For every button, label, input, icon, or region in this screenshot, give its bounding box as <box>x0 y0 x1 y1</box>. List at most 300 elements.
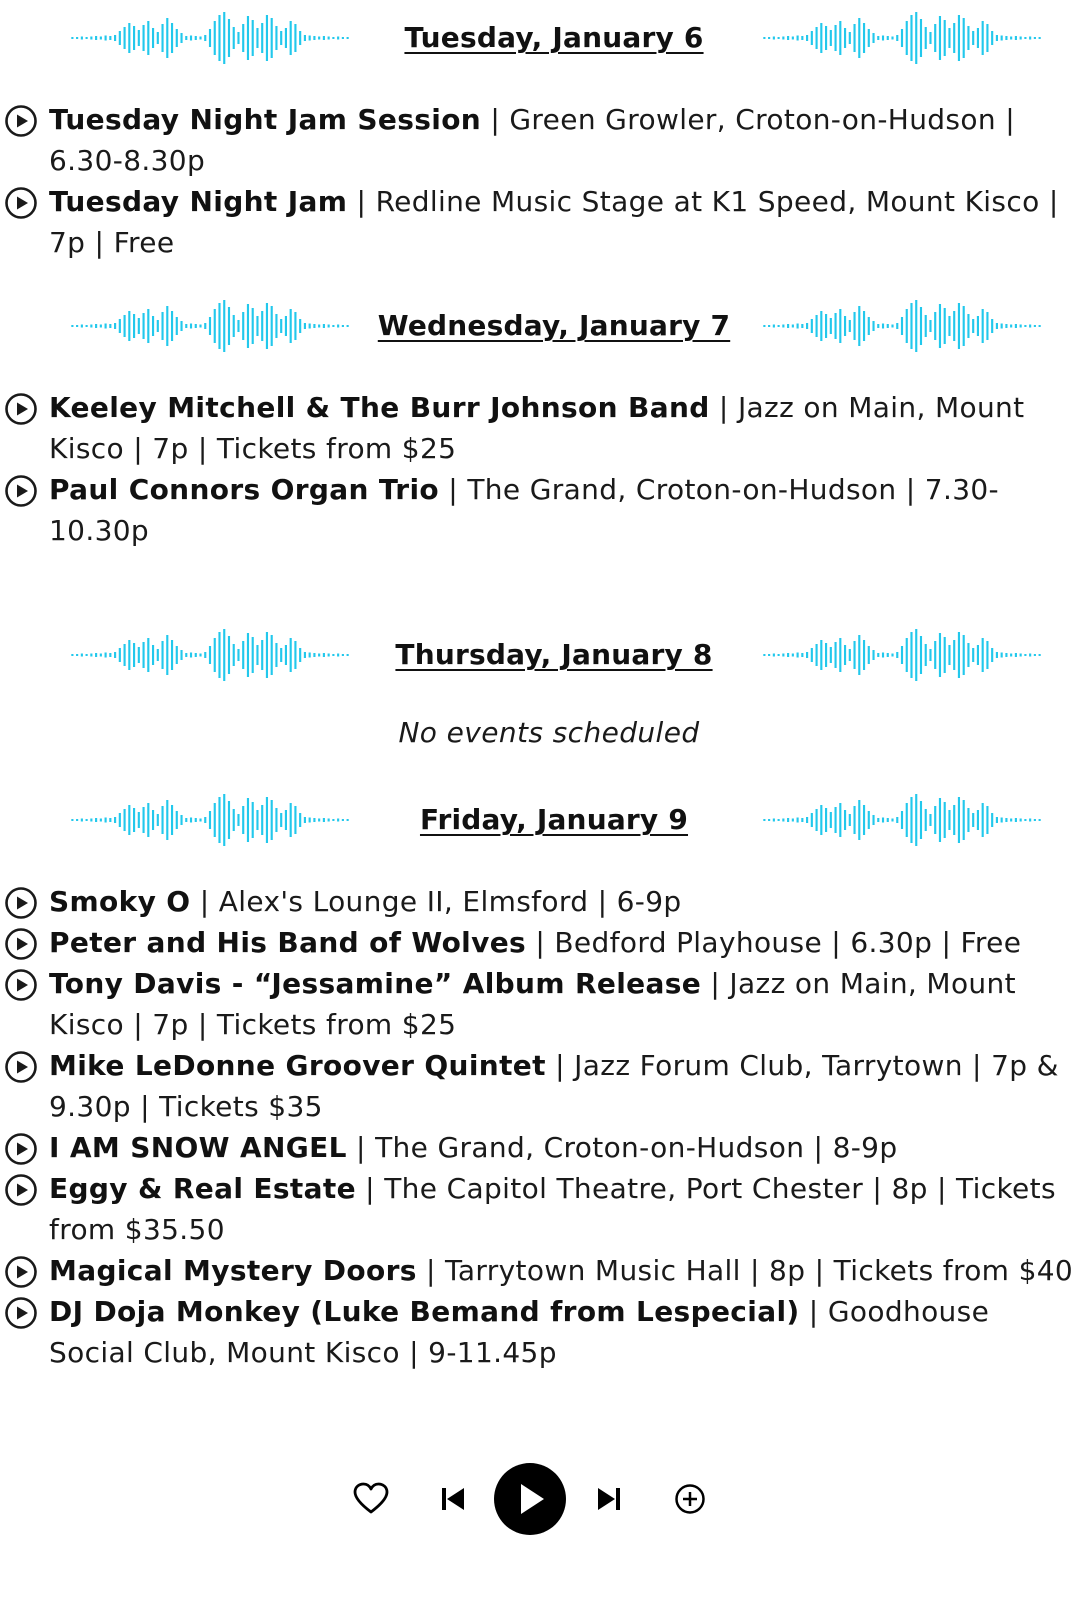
event-name[interactable]: Tuesday Night Jam Session <box>49 103 482 136</box>
wave-bar <box>1024 819 1026 821</box>
wave-bar <box>953 640 955 670</box>
wave-bar <box>782 654 784 657</box>
wave-bar <box>896 323 898 329</box>
wave-bar <box>963 635 965 675</box>
play-circle-icon[interactable] <box>4 886 38 920</box>
event-details: Jazz Forum Club, Tarrytown | 7p & 9.30p | Tickets $35 <box>49 1049 1059 1123</box>
wave-bar <box>199 325 201 328</box>
wave-bar <box>1039 37 1041 39</box>
wave-bar <box>972 319 974 333</box>
wave-bar <box>180 815 182 825</box>
wave-bar <box>939 304 941 348</box>
wave-bar <box>161 806 163 834</box>
play-circle-icon[interactable] <box>4 1296 38 1330</box>
wave-bar <box>95 36 97 40</box>
add-circle-icon[interactable] <box>674 1483 706 1515</box>
wave-bar <box>124 27 126 49</box>
wave-bar <box>797 818 799 823</box>
wave-bar <box>858 18 860 58</box>
event-details: The Capitol Theatre, Port Chester | 8p | Tickets from $35.50 <box>49 1172 1056 1246</box>
event-details: Tarrytown Music Hall | 8p | Tickets from $40 <box>445 1254 1074 1287</box>
list-item[interactable]: Eggy & Real Estate | The Capitol Theatre, Port Chester | 8p | Tickets from $35.50 <box>4 1168 1074 1250</box>
wave-bar <box>778 325 780 327</box>
wave-bar <box>185 36 187 40</box>
wave-bar <box>944 20 946 56</box>
wave-bar <box>1029 325 1031 328</box>
wave-bar <box>105 36 107 41</box>
wave-bar <box>925 27 927 49</box>
list-item[interactable]: Paul Connors Organ Trio | The Grand, Croton-on-Hudson | 7.30-10.30p <box>4 469 1074 551</box>
wave-bar <box>910 797 912 843</box>
wave-bar <box>768 819 770 821</box>
player-controls <box>0 1462 1080 1536</box>
wave-bar <box>910 632 912 678</box>
wave-bar <box>294 641 296 669</box>
wave-bar <box>839 309 841 343</box>
wave-bar <box>872 321 874 331</box>
wave-bar <box>86 654 88 656</box>
event-name[interactable]: Eggy & Real Estate <box>49 1172 356 1205</box>
wave-bar <box>1039 819 1041 821</box>
wave-bar <box>782 37 784 40</box>
wave-bar <box>233 27 235 49</box>
wave-bar <box>958 15 960 61</box>
wave-bar <box>242 641 244 669</box>
wave-bar <box>332 325 334 327</box>
wave-bar <box>299 319 301 333</box>
wave-bar <box>834 25 836 51</box>
play-circle-icon[interactable] <box>4 1132 38 1166</box>
wave-bar <box>161 312 163 340</box>
list-item[interactable]: Mike LeDonne Groover Quintet | Jazz Forum Club, Tarrytown | 7p & 9.30p | Tickets $35 <box>4 1045 1074 1127</box>
event-details: Green Growler, Croton-on-Hudson | 6.30-8.30p <box>49 103 1015 177</box>
wave-bar <box>868 811 870 829</box>
wave-bar <box>328 325 330 328</box>
play-circle-icon[interactable] <box>4 927 38 961</box>
wave-bar <box>275 26 277 50</box>
wave-bar <box>337 654 339 657</box>
wave-bar <box>152 810 154 830</box>
wave-bar <box>1015 818 1017 822</box>
wave-bar <box>81 325 83 328</box>
wave-bar <box>887 653 889 657</box>
wave-bar <box>825 314 827 338</box>
day-header-thursday <box>0 625 1080 685</box>
wave-bar <box>166 635 168 675</box>
wave-bar <box>209 646 211 664</box>
wave-bar <box>977 316 979 336</box>
wave-bar <box>142 313 144 339</box>
wave-bar <box>342 819 344 821</box>
wave-bar <box>138 318 140 334</box>
wave-bar <box>872 815 874 825</box>
wave-bar <box>323 36 325 40</box>
wave-bar <box>853 806 855 834</box>
wave-bar <box>986 312 988 340</box>
wave-bar <box>1010 325 1012 328</box>
wave-bar <box>925 315 927 337</box>
wave-bar <box>147 21 149 55</box>
wave-bar <box>868 646 870 664</box>
wave-bar <box>768 37 770 39</box>
wave-bar <box>256 645 258 665</box>
play-button[interactable] <box>493 1462 567 1536</box>
wave-bar <box>313 324 315 328</box>
list-item[interactable]: Magical Mystery Doors | Tarrytown Music Hall | 8p | Tickets from $40 <box>4 1250 1074 1291</box>
wave-bar <box>195 36 197 40</box>
wave-bar <box>218 303 220 349</box>
wave-bar <box>176 646 178 664</box>
wave-bar <box>299 648 301 662</box>
wave-bar <box>910 303 912 349</box>
wave-bar <box>768 654 770 656</box>
wave-bar <box>1024 325 1026 327</box>
wave-bar <box>816 809 818 831</box>
wave-bar <box>816 315 818 337</box>
wave-bar <box>266 632 268 678</box>
wave-bar <box>763 37 765 39</box>
event-name[interactable]: Magical Mystery Doors <box>49 1254 417 1287</box>
wave-bar <box>152 28 154 48</box>
wave-bar <box>105 653 107 658</box>
wave-bar <box>138 812 140 828</box>
wave-bar <box>228 636 230 674</box>
event-name[interactable]: Peter and His Band of Wolves <box>49 926 527 959</box>
event-details: Redline Music Stage at K1 Speed, Mount Kisco | 7p | Free <box>49 185 1059 259</box>
event-name[interactable]: Keeley Mitchell & The Burr Johnson Band <box>49 391 710 424</box>
wave-bar <box>299 31 301 45</box>
wave-bar <box>247 304 249 348</box>
skip-previous-icon[interactable] <box>440 1486 466 1512</box>
wave-bar <box>195 818 197 822</box>
sound-wave-icon <box>70 627 350 683</box>
wave-bar <box>185 324 187 328</box>
wave-bar <box>86 37 88 39</box>
wave-bar <box>868 317 870 335</box>
wave-bar <box>157 320 159 332</box>
wave-bar <box>190 818 192 823</box>
wave-bar <box>1005 818 1007 822</box>
wave-bar <box>920 307 922 345</box>
list-item[interactable]: Smoky O | Alex's Lounge II, Elmsford | 6-9p <box>4 881 1074 922</box>
wave-bar <box>778 654 780 656</box>
play-circle-icon[interactable] <box>4 474 38 508</box>
wave-bar <box>982 309 984 343</box>
play-circle-icon[interactable] <box>4 968 38 1002</box>
event-name[interactable]: I AM SNOW ANGEL <box>49 1131 347 1164</box>
list-item[interactable]: Peter and His Band of Wolves | Bedford Playhouse | 6.30p | Free <box>4 922 1074 963</box>
wave-bar <box>830 318 832 334</box>
wave-bar <box>920 19 922 57</box>
play-circle-icon[interactable] <box>4 1173 38 1207</box>
wave-bar <box>290 309 292 343</box>
wave-bar <box>223 300 225 352</box>
wave-bar <box>863 805 865 835</box>
wave-bar <box>982 21 984 55</box>
wave-bar <box>81 654 83 657</box>
wave-bar <box>328 654 330 657</box>
wave-bar <box>991 31 993 45</box>
play-circle-icon[interactable] <box>4 1255 38 1289</box>
wave-bar <box>86 819 88 821</box>
wave-bar <box>128 640 130 670</box>
wave-bar <box>285 316 287 336</box>
wave-bar <box>1005 36 1007 40</box>
wave-bar <box>967 643 969 667</box>
wave-bar <box>948 28 950 48</box>
heart-icon[interactable] <box>353 1482 389 1516</box>
wave-bar <box>972 648 974 662</box>
wave-bar <box>901 811 903 829</box>
wave-bar <box>1005 324 1007 328</box>
wave-bar <box>801 653 803 657</box>
wave-bar <box>887 324 889 328</box>
wave-bar <box>109 818 111 822</box>
wave-bar <box>318 325 320 328</box>
wave-bar <box>1024 654 1026 656</box>
wave-bar <box>119 31 121 45</box>
wave-bar <box>986 806 988 834</box>
wave-bar <box>839 638 841 672</box>
list-item[interactable]: Tuesday Night Jam Session | Green Growler, Croton-on-Hudson | 6.30-8.30p <box>4 99 1074 181</box>
wave-bar <box>820 640 822 670</box>
wave-bar <box>342 654 344 656</box>
wave-bar <box>266 303 268 349</box>
wave-bar <box>214 803 216 837</box>
wave-bar <box>180 650 182 660</box>
day-header-wednesday <box>0 296 1080 356</box>
wave-bar <box>811 319 813 333</box>
wave-bar <box>929 320 931 332</box>
event-list-wednesday <box>4 387 1074 551</box>
wave-bar <box>161 24 163 52</box>
wave-bar <box>849 814 851 826</box>
wave-bar <box>787 36 789 40</box>
wave-bar <box>853 24 855 52</box>
wave-bar <box>332 819 334 821</box>
wave-bar <box>166 800 168 840</box>
wave-bar <box>792 37 794 40</box>
wave-bar <box>81 37 83 40</box>
wave-bar <box>171 640 173 670</box>
wave-bar <box>996 35 998 41</box>
play-circle-icon[interactable] <box>4 392 38 426</box>
play-circle-icon[interactable] <box>4 104 38 138</box>
wave-bar <box>882 324 884 329</box>
wave-bar <box>313 36 315 40</box>
play-circle-icon[interactable] <box>4 1050 38 1084</box>
wave-bar <box>920 801 922 839</box>
list-item[interactable]: DJ Doja Monkey (Luke Bemand from Lespecial) | Goodhouse Social Club, Mount Kisco | 9-11.45p <box>4 1291 1074 1373</box>
list-item[interactable]: I AM SNOW ANGEL | The Grand, Croton-on-Hudson | 8-9p <box>4 1127 1074 1168</box>
list-item[interactable]: Tuesday Night Jam | Redline Music Stage at K1 Speed, Mount Kisco | 7p | Free <box>4 181 1074 263</box>
wave-bar <box>1024 37 1026 39</box>
wave-bar <box>863 311 865 341</box>
wave-bar <box>218 15 220 61</box>
wave-bar <box>839 21 841 55</box>
wave-bar <box>996 652 998 658</box>
wave-bar <box>849 32 851 44</box>
event-name[interactable]: Tuesday Night Jam <box>49 185 348 218</box>
wave-bar <box>204 323 206 329</box>
wave-bar <box>910 15 912 61</box>
wave-bar <box>204 35 206 41</box>
wave-bar <box>285 810 287 830</box>
wave-bar <box>228 801 230 839</box>
wave-bar <box>787 818 789 822</box>
wave-bar <box>304 817 306 823</box>
wave-bar <box>271 306 273 346</box>
wave-bar <box>309 818 311 823</box>
wave-bar <box>830 812 832 828</box>
wave-bar <box>124 644 126 666</box>
wave-bar <box>844 316 846 336</box>
wave-bar <box>967 314 969 338</box>
wave-bar <box>763 325 765 327</box>
wave-bar <box>323 324 325 328</box>
wave-bar <box>782 819 784 822</box>
wave-bar <box>71 819 73 821</box>
wave-bar <box>906 21 908 55</box>
wave-bar <box>256 28 258 48</box>
wave-bar <box>128 311 130 341</box>
wave-bar <box>858 800 860 840</box>
wave-bar <box>773 654 775 657</box>
wave-bar <box>877 653 879 657</box>
wave-bar <box>991 648 993 662</box>
wave-bar <box>934 312 936 340</box>
wave-bar <box>773 325 775 328</box>
wave-bar <box>332 654 334 656</box>
wave-bar <box>304 323 306 329</box>
wave-bar <box>906 309 908 343</box>
wave-bar <box>242 24 244 52</box>
wave-bar <box>773 819 775 822</box>
wave-bar <box>806 817 808 823</box>
wave-bar <box>76 325 78 327</box>
wave-bar <box>963 306 965 346</box>
play-circle-icon[interactable] <box>4 186 38 220</box>
event-name[interactable]: DJ Doja Monkey (Luke Bemand from Lespecial) <box>49 1295 800 1328</box>
wave-bar <box>114 35 116 41</box>
wave-bar <box>86 325 88 327</box>
event-name[interactable]: Mike LeDonne Groover Quintet <box>49 1049 546 1082</box>
wave-bar <box>237 649 239 661</box>
wave-bar <box>337 37 339 40</box>
list-item[interactable]: Tony Davis - “Jessamine” Album Release | Jazz on Main, Mount Kisco | 7p | Tickets from $25 <box>4 963 1074 1045</box>
wave-bar <box>972 813 974 827</box>
wave-bar <box>982 638 984 672</box>
wave-bar <box>801 324 803 328</box>
wave-bar <box>816 27 818 49</box>
wave-bar <box>901 317 903 335</box>
wave-bar <box>76 654 78 656</box>
wave-bar <box>811 813 813 827</box>
sound-wave-icon <box>70 10 350 66</box>
wave-bar <box>100 654 102 657</box>
wave-bar <box>972 31 974 45</box>
wave-bar <box>982 803 984 837</box>
wave-bar <box>176 317 178 335</box>
wave-bar <box>176 811 178 829</box>
wave-bar <box>858 635 860 675</box>
wave-bar <box>114 323 116 329</box>
wave-bar <box>252 802 254 838</box>
wave-bar <box>1015 36 1017 40</box>
sound-wave-icon <box>762 298 1042 354</box>
wave-bar <box>1001 653 1003 658</box>
wave-bar <box>1020 654 1022 657</box>
wave-bar <box>128 805 130 835</box>
wave-bar <box>868 29 870 47</box>
wave-bar <box>820 23 822 53</box>
wave-bar <box>778 819 780 821</box>
wave-bar <box>242 806 244 834</box>
skip-next-icon[interactable] <box>596 1486 622 1512</box>
list-item[interactable]: Keeley Mitchell & The Burr Johnson Band | Jazz on Main, Mount Kisco | 7p | Tickets from $25 <box>4 387 1074 469</box>
wave-bar <box>906 803 908 837</box>
wave-bar <box>787 324 789 328</box>
wave-bar <box>887 818 889 822</box>
wave-bar <box>977 645 979 665</box>
wave-bar <box>190 36 192 41</box>
wave-bar <box>825 643 827 667</box>
wave-bar <box>209 29 211 47</box>
wave-bar <box>801 36 803 40</box>
wave-bar <box>318 654 320 657</box>
wave-bar <box>844 810 846 830</box>
wave-bar <box>133 643 135 667</box>
wave-bar <box>95 653 97 657</box>
wave-bar <box>792 819 794 822</box>
wave-bar <box>797 36 799 41</box>
wave-bar <box>782 325 784 328</box>
event-name[interactable]: Paul Connors Organ Trio <box>49 473 440 506</box>
wave-bar <box>877 324 879 328</box>
wave-bar <box>939 633 941 677</box>
wave-bar <box>119 813 121 827</box>
wave-bar <box>95 324 97 328</box>
wave-bar <box>953 23 955 53</box>
event-name[interactable]: Tony Davis - “Jessamine” Album Release <box>49 967 702 1000</box>
event-name[interactable]: Smoky O <box>49 885 191 918</box>
wave-bar <box>877 818 879 822</box>
wave-bar <box>996 323 998 329</box>
wave-bar <box>290 803 292 837</box>
day-header-friday <box>0 790 1080 850</box>
wave-bar <box>915 794 917 846</box>
wave-bar <box>223 794 225 846</box>
wave-bar <box>891 37 893 40</box>
wave-bar <box>275 314 277 338</box>
wave-bar <box>199 819 201 822</box>
wave-bar <box>896 652 898 658</box>
wave-bar <box>180 33 182 43</box>
wave-bar <box>891 654 893 657</box>
wave-bar <box>1001 36 1003 41</box>
wave-bar <box>252 20 254 56</box>
wave-bar <box>977 28 979 48</box>
wave-bar <box>185 818 187 822</box>
wave-bar <box>939 16 941 60</box>
wave-bar <box>252 308 254 344</box>
wave-bar <box>958 303 960 349</box>
wave-bar <box>119 648 121 662</box>
wave-bar <box>176 29 178 47</box>
wave-bar <box>853 312 855 340</box>
wave-bar <box>142 25 144 51</box>
wave-bar <box>820 311 822 341</box>
